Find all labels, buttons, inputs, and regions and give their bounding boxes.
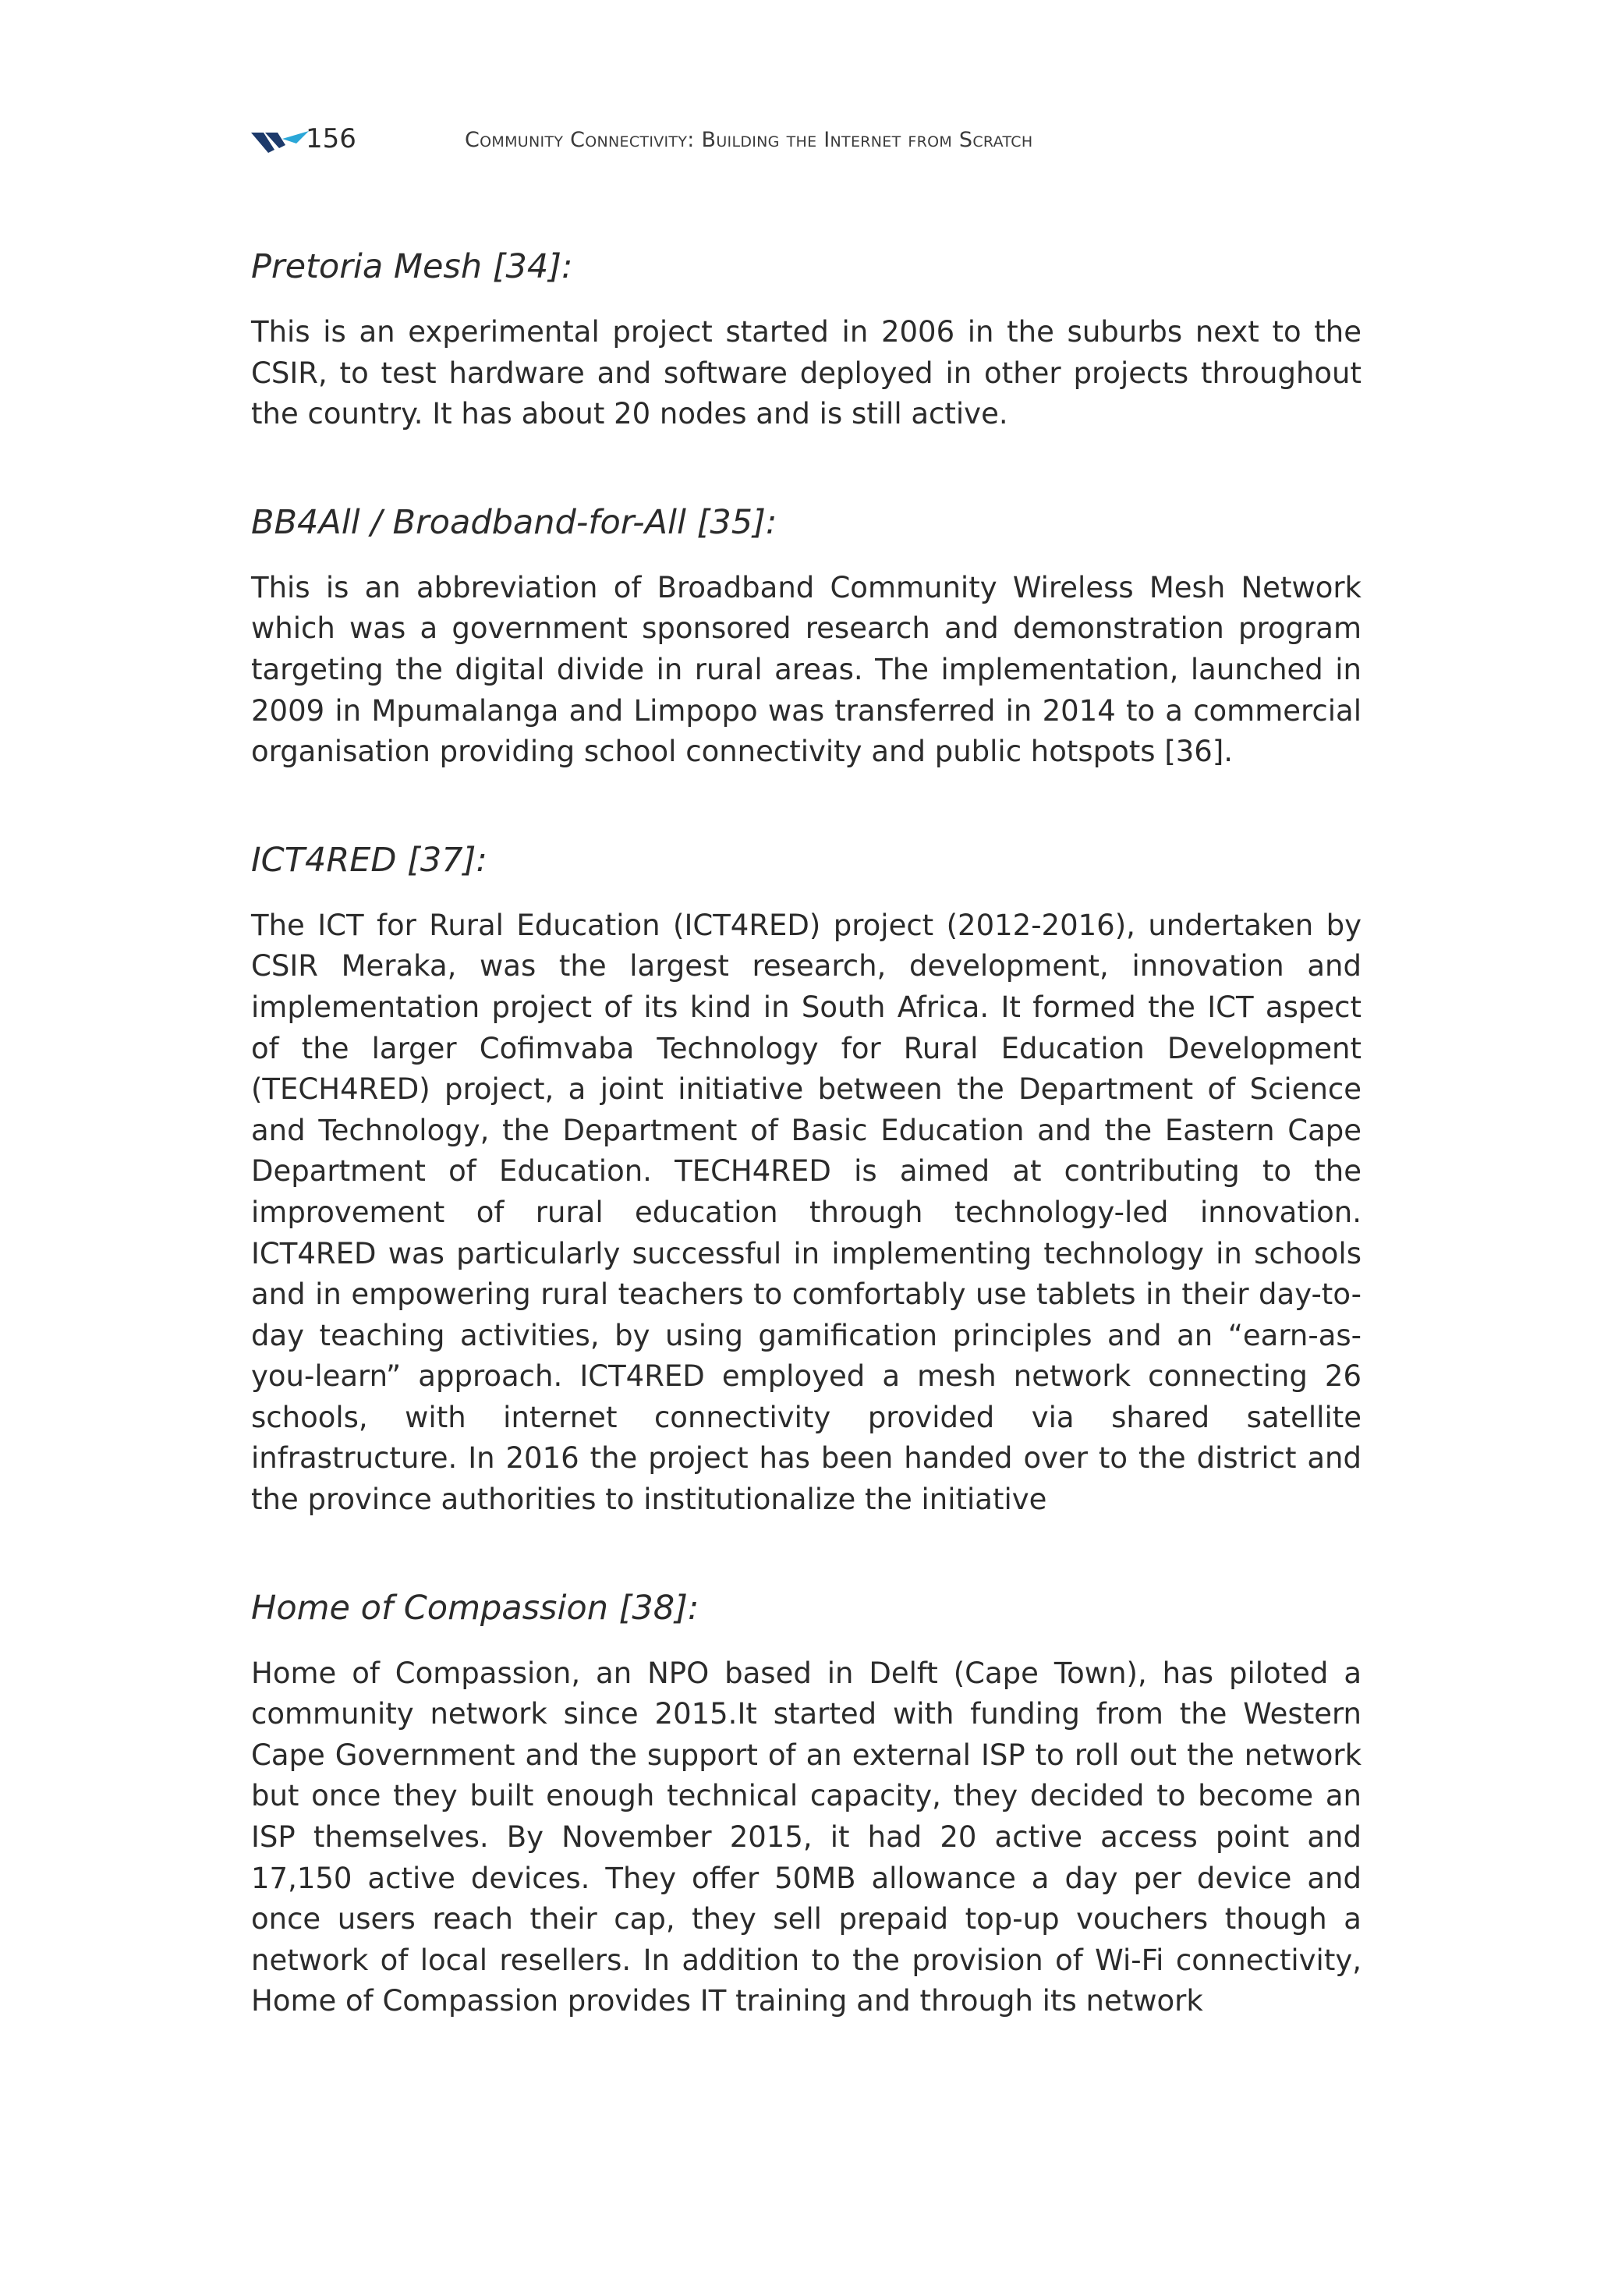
section-home-of-compassion <box>251 1585 1362 2022</box>
page-header <box>251 119 1358 158</box>
section-heading: BB4All / Broadband-for-All [35]: <box>251 502 777 542</box>
section-bb4all <box>251 499 1362 773</box>
section-body: This is an experimental project started in 2006 in the suburbs next to the CSIR, to test hardware and software deployed in other projects throughout the country. It has about 20 nodes and is still active. <box>251 315 1362 431</box>
section-heading: ICT4RED [37]: <box>251 840 487 880</box>
section-heading: Home of Compassion [38]: <box>251 1588 699 1628</box>
section-pretoria-mesh <box>251 243 1362 435</box>
running-title: Community Connectivity: Building the Internet from Scratch <box>465 128 1033 152</box>
section-body: This is an abbreviation of Broadband Community Wireless Mesh Network which was a government sponsored research and demonstration program targeting the digital divide in rural areas. The implementation, launched in 2009 in Mpumalanga and Limpopo was transferred in 2014 to a commercial organisation providing school connectivity and public hotspots [36]. <box>251 570 1362 769</box>
section-body: Home of Compassion, an NPO based in Delft (Cape Town), has piloted a community network since 2015.It started with funding from the Western Cape Government and the support of an external ISP to roll out the network but once they built enough technical capacity, they decided to become an ISP themselves. By November 2015, it had 20 active access point and 17,150 active devices. They offer 50MB allowance a day per device and once users reach their cap, they sell prepaid top-up vouchers though a network of local resellers. In addition to the provision of Wi-Fi connectivity, Home of Compassion provides IT training and through its network <box>251 1656 1362 2018</box>
section-ict4red <box>251 837 1362 1521</box>
main-content <box>251 234 1362 2022</box>
page-number: 156 <box>306 123 356 154</box>
section-heading: Pretoria Mesh [34]: <box>251 247 573 286</box>
publisher-logo-icon <box>251 129 310 156</box>
section-body: The ICT for Rural Education (ICT4RED) project (2012-2016), undertaken by CSIR Meraka, was the largest research, development, innovation and implementation project of its kind in South Africa. It formed the ICT aspect of the larger Cofimvaba Technology for Rural Education Development (TECH4RED) project, a joint initiative between the Department of Science and Technology, the Department of Basic Education and the Eastern Cape Department of Education. TECH4RED is aimed at contributing to the improvement of rural education through technology-led innovation. ICT4RED was particularly successful in implementing technology in schools and in empowering rural teachers to comfortably use tablets in their day-to-day teaching activities, by using gamification principles and an “earn-as-you-learn” approach. ICT4RED employed a mesh network connecting 26 schools, with internet connectivity provided via shared satellite infrastructure. In 2016 the project has been handed over to the district and the province authorities to institutionalize the initiative <box>251 908 1362 1517</box>
